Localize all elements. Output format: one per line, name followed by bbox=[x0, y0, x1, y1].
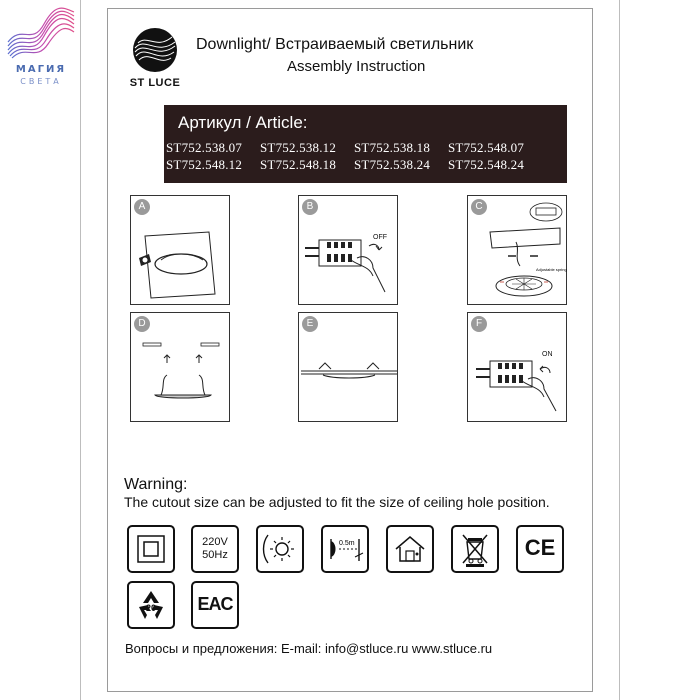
step-f-panel bbox=[467, 312, 567, 422]
article-code: ST752.548.24 bbox=[448, 157, 525, 172]
recycle-symbol bbox=[127, 581, 175, 629]
crossed-bin-icon bbox=[453, 527, 497, 571]
eac-mark: EAC bbox=[197, 594, 233, 614]
page-border-right bbox=[619, 0, 620, 700]
distance-text: 0.5m bbox=[339, 540, 355, 547]
step-e-panel bbox=[298, 312, 398, 422]
step-letter: D bbox=[134, 316, 150, 332]
step-a-panel bbox=[130, 195, 230, 305]
frequency-text: 50Hz bbox=[202, 549, 228, 561]
warning-text: The cutout size can be adjusted to fit the size of ceiling hole position. bbox=[124, 494, 550, 510]
article-heading: Артикул / Article: bbox=[178, 113, 308, 132]
double-square-icon bbox=[129, 527, 173, 571]
article-code: ST752.538.24 bbox=[354, 157, 431, 172]
step-letter: C bbox=[471, 199, 487, 215]
warning-title: Warning: bbox=[124, 476, 188, 493]
page-border-left bbox=[80, 0, 81, 700]
off-label: OFF bbox=[373, 234, 387, 241]
brand-swirl-icon bbox=[131, 26, 179, 74]
indoor-symbol bbox=[386, 525, 434, 573]
step-b-panel bbox=[298, 195, 398, 305]
voltage-text: 220V bbox=[202, 536, 228, 548]
on-label: ON bbox=[542, 351, 553, 358]
article-code: ST752.548.12 bbox=[166, 157, 243, 172]
distance-symbol bbox=[321, 525, 369, 573]
article-code: ST752.538.07 bbox=[166, 140, 243, 155]
watermark-logo bbox=[4, 6, 78, 96]
dimmable-symbol bbox=[256, 525, 304, 573]
step-letter: B bbox=[302, 199, 318, 215]
brand-name: ST LUCE bbox=[129, 77, 181, 89]
minimum-distance-icon bbox=[323, 527, 367, 571]
recycle-icon bbox=[129, 583, 173, 627]
article-box bbox=[164, 105, 567, 183]
watermark-line2: СВЕТА bbox=[20, 77, 62, 86]
ce-mark: CE bbox=[524, 535, 556, 560]
indoor-house-icon bbox=[388, 527, 432, 571]
document-title: Downlight/ Встраиваемый светильник bbox=[196, 36, 474, 53]
step-letter: E bbox=[302, 316, 318, 332]
contact-line: Вопросы и предложения: E-mail: info@stluce.ru www.stluce.ru bbox=[125, 641, 493, 656]
step-d-panel bbox=[130, 312, 230, 422]
document-subtitle: Assembly Instruction bbox=[287, 58, 426, 75]
eac-symbol bbox=[191, 581, 239, 629]
watermark-line1: МАГИЯ bbox=[15, 64, 67, 75]
voltage-symbol bbox=[191, 525, 239, 573]
recycle-number: 20 bbox=[145, 603, 157, 613]
weee-symbol bbox=[451, 525, 499, 573]
step-letter: A bbox=[134, 199, 150, 215]
article-code: ST752.548.18 bbox=[260, 157, 337, 172]
article-code: ST752.538.18 bbox=[354, 140, 431, 155]
step-c-panel bbox=[467, 195, 567, 305]
article-code: ST752.548.07 bbox=[448, 140, 525, 155]
dimmable-light-icon bbox=[258, 527, 302, 571]
article-code: ST752.538.12 bbox=[260, 140, 337, 155]
ce-symbol bbox=[516, 525, 564, 573]
spring-label: Adjustable spring bbox=[536, 267, 567, 272]
watermark-wave-icon bbox=[4, 6, 78, 66]
class-ii-symbol bbox=[127, 525, 175, 573]
step-letter: F bbox=[471, 316, 487, 332]
